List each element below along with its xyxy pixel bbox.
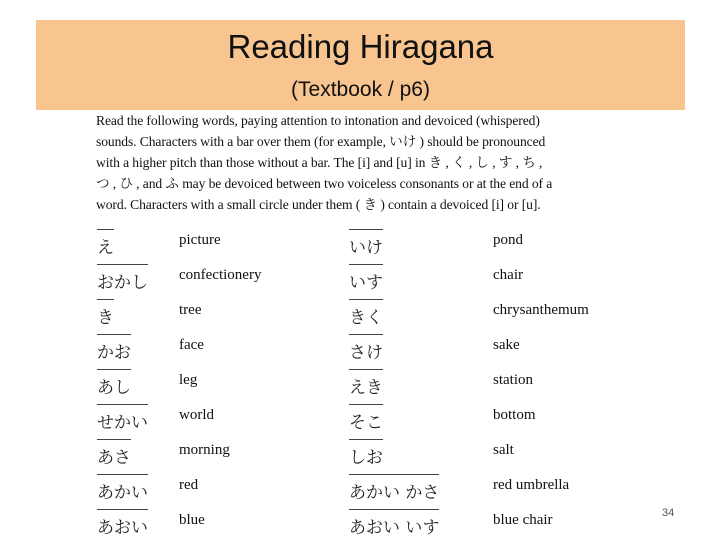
kana-word: あおい いす — [349, 509, 439, 538]
english-word: tree — [179, 302, 202, 318]
instructions-paragraph — [96, 110, 606, 215]
english-word: red umbrella — [493, 477, 570, 493]
english-word: blue — [179, 512, 205, 528]
kana-word: そこ — [349, 404, 383, 433]
slide-title: Reading Hiragana — [227, 28, 494, 65]
kana-word: きく — [349, 299, 383, 328]
vocab-row — [0, 260, 720, 294]
vocab-row — [0, 295, 720, 329]
instruction-line: Read the following words, paying attention to intonation and devoiced (whispered) — [96, 113, 540, 128]
kana-word: えき — [349, 369, 383, 398]
kana-word: いす — [349, 264, 383, 293]
kana-word: あかい — [97, 474, 148, 503]
kana-word: え — [97, 229, 114, 258]
instruction-line: sounds. Characters with a bar over them (for example, いけ ) should be pronounced — [96, 134, 546, 149]
english-word: chrysanthemum — [493, 302, 589, 318]
english-word: blue chair — [493, 512, 553, 528]
kana-word: あさ — [97, 439, 131, 468]
english-word: chair — [493, 267, 523, 283]
page-number: 34 — [662, 507, 675, 519]
english-word: face — [179, 337, 204, 353]
english-word: world — [179, 407, 214, 423]
vocab-row — [0, 435, 720, 469]
kana-word: いけ — [349, 229, 383, 258]
english-word: bottom — [493, 407, 536, 423]
kana-word: あかい かさ — [349, 474, 439, 503]
english-word: red — [179, 477, 199, 493]
kana-word: せかい — [97, 404, 148, 433]
kana-word: あし — [97, 369, 131, 398]
kana-word: おかし — [97, 264, 148, 293]
english-word: station — [493, 372, 533, 388]
vocab-row — [0, 505, 720, 539]
vocab-row — [0, 470, 720, 504]
english-word: salt — [493, 442, 514, 458]
vocab-row — [0, 365, 720, 399]
instruction-line: word. Characters with a small circle under them ( き ) contain a devoiced [i] or [u]. — [96, 197, 541, 212]
english-word: picture — [179, 232, 221, 248]
english-word: pond — [493, 232, 523, 248]
instruction-line: with a higher pitch than those without a bar. The [i] and [u] in き , く , し , す , ち , — [96, 155, 543, 170]
english-word: confectionery — [179, 267, 262, 283]
vocab-row — [0, 225, 720, 259]
kana-word: あおい — [97, 509, 148, 538]
slide-subtitle: (Textbook / p6) — [291, 78, 430, 101]
english-word: sake — [493, 337, 520, 353]
vocab-row — [0, 400, 720, 434]
title-banner — [36, 20, 685, 110]
vocab-row — [0, 330, 720, 364]
kana-word: かお — [97, 334, 131, 363]
instruction-line: つ , ひ , and ふ may be devoiced between two voiceless consonants or at the end of a — [96, 176, 553, 191]
kana-word: き — [97, 299, 114, 328]
kana-word: さけ — [349, 334, 383, 363]
english-word: leg — [179, 372, 198, 388]
kana-word: しお — [349, 439, 383, 468]
english-word: morning — [179, 442, 230, 458]
